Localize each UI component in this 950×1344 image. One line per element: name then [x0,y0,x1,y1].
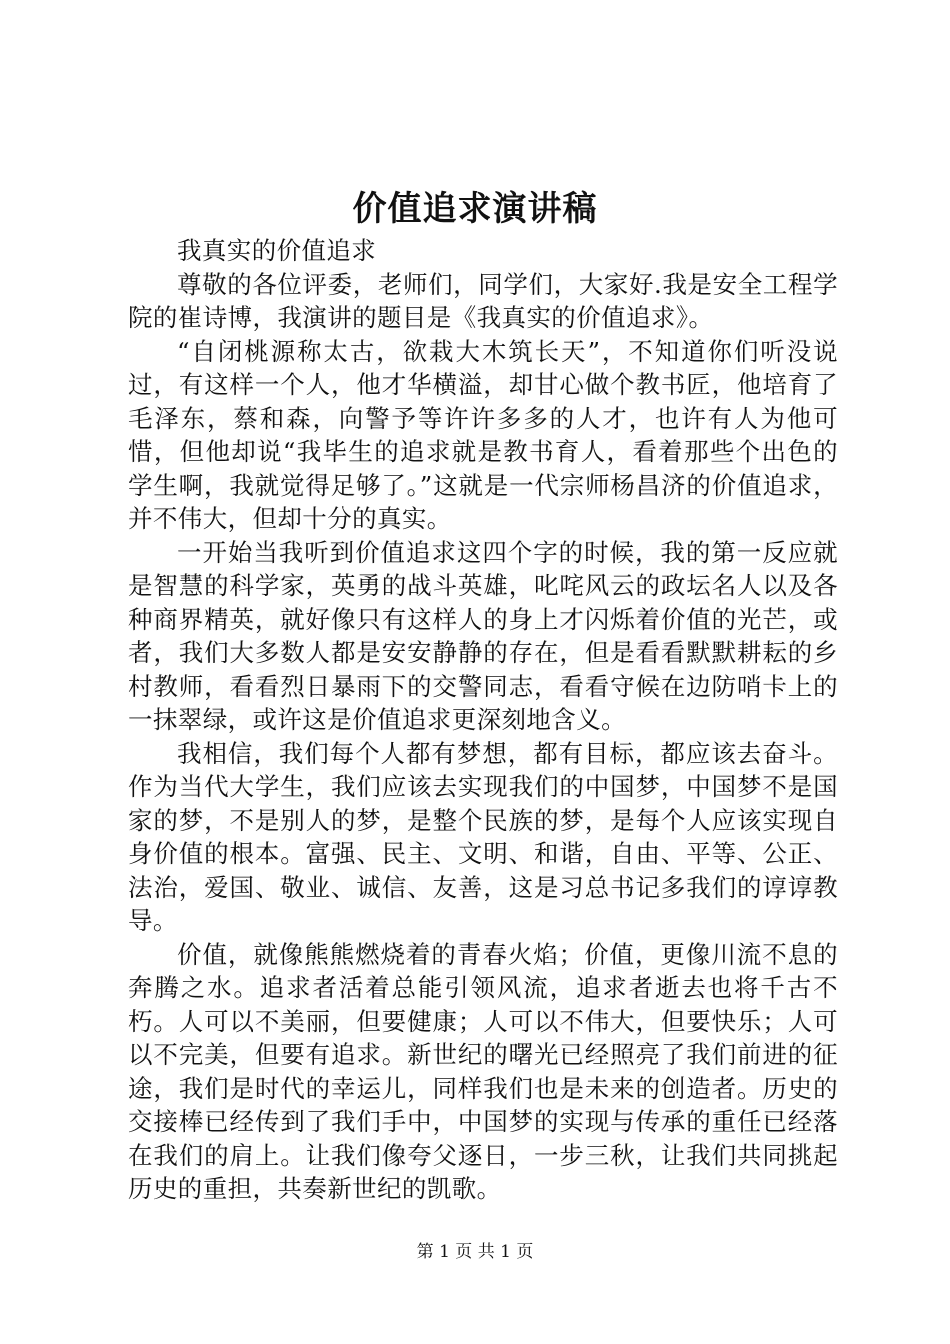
paragraph-greeting: 尊敬的各位评委，老师们，同学们，大家好.我是安全工程学院的崔诗博，我演讲的题目是《我真实的价值追求》。 [128,269,838,332]
document-body [128,234,838,1206]
paragraph-first-reaction: 一开始当我听到价值追求这四个字的时候，我的第一反应就是智慧的科学家，英勇的战斗英雄，叱咤风云的政坛名人以及各种商界精英，就好像只有这样人的身上才闪烁着价值的光芒，或者，我们大多数人都是安安静静的存在，但是看看默默耕耘的乡村教师，看看烈日暴雨下的交警同志，看看守候在边防哨卡上的一抹翠绿，或许这是价值追求更深刻地含义。 [128,537,838,734]
page-title: 价值追求演讲稿 [352,189,598,229]
paragraph-conclusion: 价值，就像熊熊燃烧着的青春火焰；价值，更像川流不息的奔腾之水。追求者活着总能引领风流，追求者逝去也将千古不朽。人可以不美丽，但要健康；人可以不伟大，但要快乐；人可以不完美，但要有追求。新世纪的曙光已经照亮了我们前进的征途，我们是时代的幸运儿，同样我们也是未来的创造者。历史的交接棒已经传到了我们手中，中国梦的实现与传承的重任已经落在我们的肩上。让我们像夸父逐日，一步三秋，让我们共同挑起历史的重担，共奏新世纪的凯歌。 [128,939,838,1203]
paragraph-china-dream: 我相信，我们每个人都有梦想，都有目标，都应该去奋斗。作为当代大学生，我们应该去实现我们的中国梦，中国梦不是国家的梦，不是别人的梦，是整个民族的梦，是每个人应该实现自身价值的根本。富强、民主、文明、和谐，自由、平等、公正、法治，爱国、敬业、诚信、友善，这是习总书记多我们的谆谆教导。 [128,738,838,935]
paragraph-yang-changji: “自闭桃源称太古，欲栽大木筑长天”，不知道你们听没说过，有这样一个人，他才华横溢，却甘心做个教书匠，他培育了毛泽东，蔡和森，向警予等许许多多的人才，也许有人为他可惜，但他却说“我毕生的追求就是教书育人，看着那些个出色的学生啊，我就觉得足够了。”这就是一代宗师杨昌济的价值追求，并不伟大，但却十分的真实。 [128,336,838,533]
paragraph-subtitle: 我真实的价值追求 [177,236,377,265]
page-footer: 第 1 页 共 1 页 [416,1242,534,1262]
